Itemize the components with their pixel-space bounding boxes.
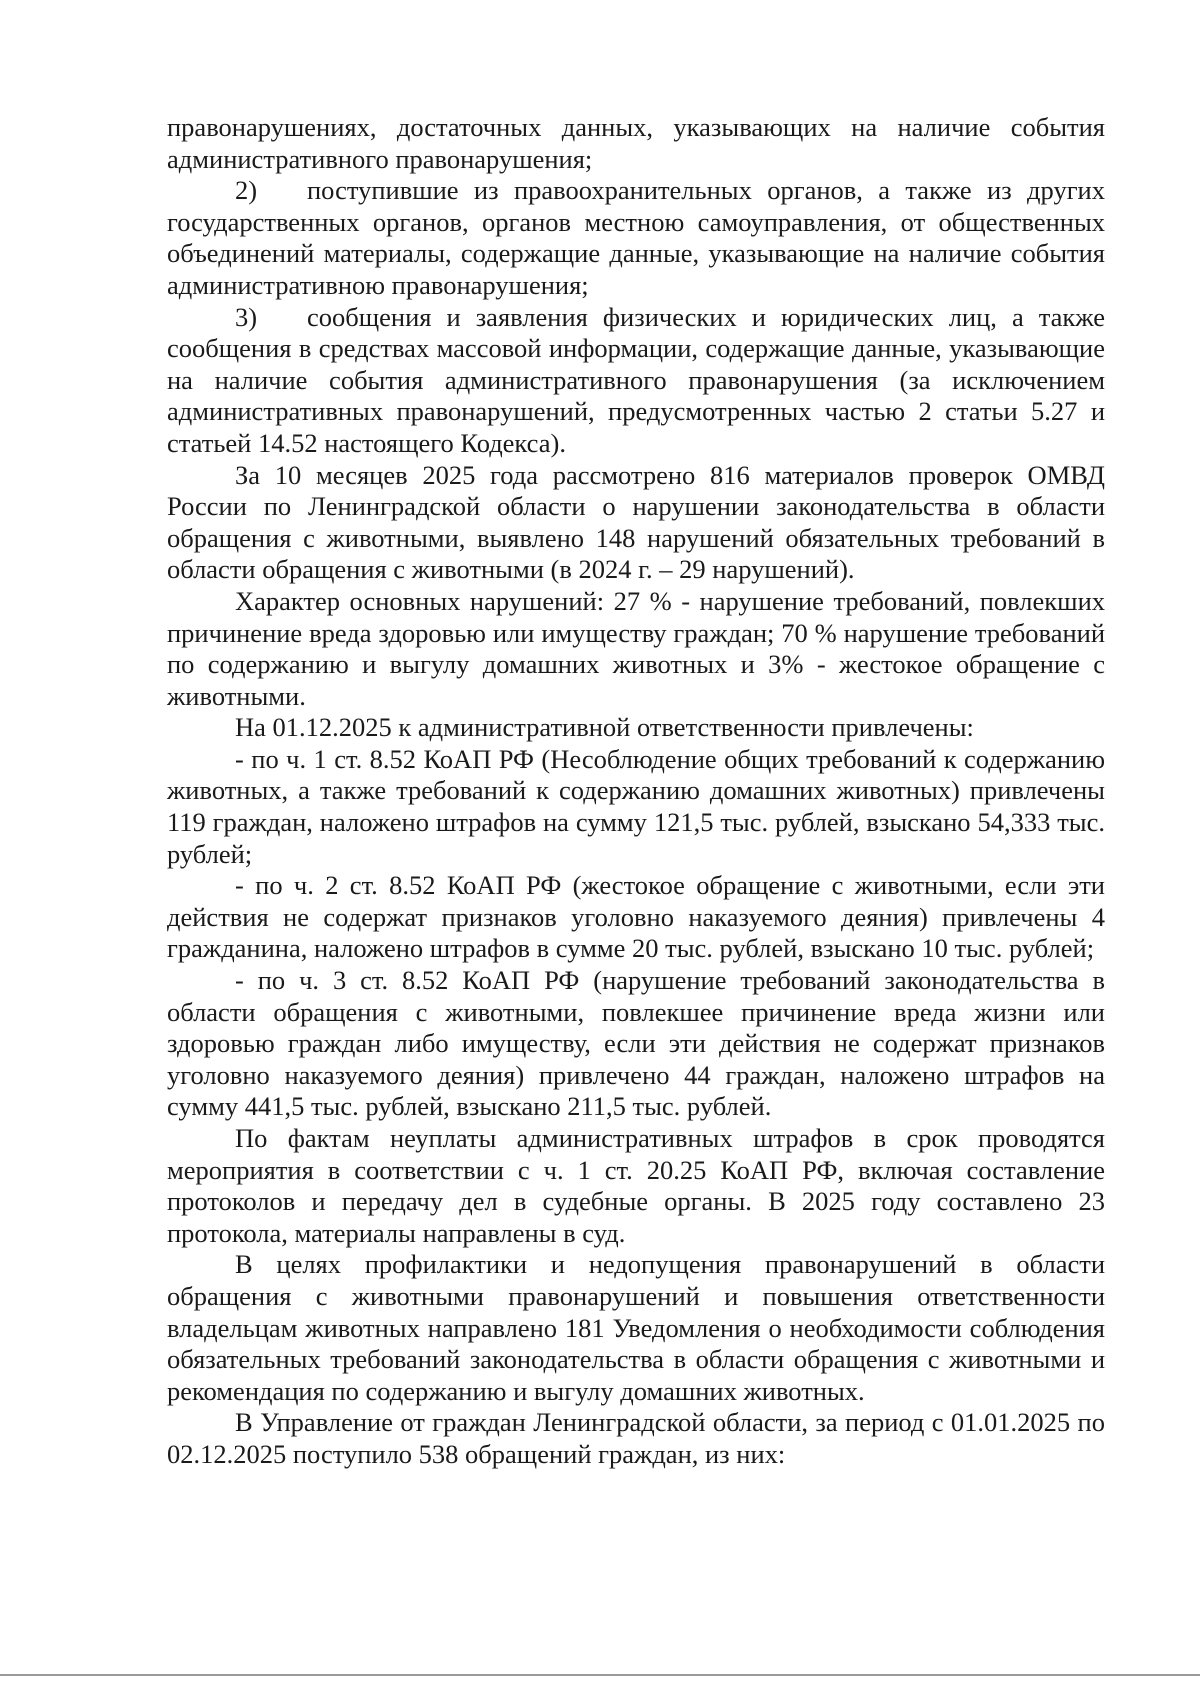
paragraph-text: - по ч. 3 ст. 8.52 КоАП РФ (нарушение требований законодательства в области обращения с животными, повлекшее причинение вреда жизни или здоровью граждан либо имуществу, если эти действия не содержат признаков уголовно наказуемого деяния) привлечено 44 граждан, наложено штрафов на сумму 441,5 тыс. рублей, взыскано 211,5 тыс. рублей.	[167, 965, 1105, 1122]
paragraph-text: Характер основных нарушений: 27 % - нарушение требований, повлекших причинение вреда здоровью или имуществу граждан; 70 % нарушение требований по содержанию и выгулу домашних животных и 3% - жестокое обращение с животными.	[167, 585, 1105, 711]
paragraph-text: - по ч. 2 ст. 8.52 КоАП РФ (жестокое обращение с животными, если эти действия не содержат признаков уголовно наказуемого деяния) привлечены 4 гражданина, наложено штрафов в сумме 20 тыс. рублей, взыскано 10 тыс. рублей;	[167, 870, 1105, 964]
paragraph-materials	[167, 460, 1105, 586]
scan-edge-line	[0, 1674, 1200, 1676]
paragraph-text: - по ч. 1 ст. 8.52 КоАП РФ (Несоблюдение общих требований к содержанию животных, а также требований к содержанию домашних животных) привлечены 119 граждан, наложено штрафов на сумму 121,5 тыс. рублей, взыскано 54,333 тыс. рублей;	[167, 743, 1105, 869]
paragraph-text: В Управление от граждан Ленинградской области, за период с 01.01.2025 по 02.12.2025 поступило 538 обращений граждан, из них:	[167, 1407, 1105, 1469]
sub-item-part-3	[167, 965, 1105, 1123]
paragraph-prevention	[167, 1249, 1105, 1407]
list-item-number: 2)	[235, 175, 258, 206]
list-item-text: поступившие из правоохранительных органов, а также из других государственных органов, органов местною самоуправления, от общественных объединений материалы, содержащие данные, указывающие на наличие события административною правонарушения;	[167, 175, 1105, 300]
paragraph-text: За 10 месяцев 2025 года рассмотрено 816 материалов проверок ОМВД России по Ленинградской области о нарушении законодательства в области обращения с животными, выявлено 148 нарушений обязательных требований в области обращения с животными (в 2024 г. – 29 нарушений).	[167, 459, 1105, 585]
list-item-3	[167, 302, 1105, 460]
list-item-2	[167, 175, 1105, 301]
list-item-text: сообщения и заявления физических и юридических лиц, а также сообщения в средствах массовой информации, содержащие данные, указывающие на наличие события административного правонарушения (за исключением административных правонарушений, предусмотренных частью 2 статьи 5.27 и статьей 14.52 настоящего Кодекса).	[167, 301, 1105, 458]
document-body	[167, 112, 1105, 1471]
sub-item-part-1	[167, 744, 1105, 870]
paragraph-text: В целях профилактики и недопущения правонарушений в области обращения с животными правонарушений и повышения ответственности владельцам животных направлено 181 Уведомления о необходимости соблюдения обязательных требований законодательства в области обращения с животными и рекомендация по содержанию и выгулу домашних животных.	[167, 1249, 1105, 1406]
paragraph-text: По фактам неуплаты административных штрафов в срок проводятся мероприятия в соответствии с ч. 1 ст. 20.25 КоАП РФ, включая составление протоколов и передачу дел в судебные органы. В 2025 году составлено 23 протокола, материалы направлены в суд.	[167, 1123, 1105, 1248]
paragraph-date-intro	[167, 712, 1105, 744]
sub-item-part-2	[167, 870, 1105, 965]
paragraph-appeals	[167, 1407, 1105, 1470]
paragraph-unpaid-fines	[167, 1123, 1105, 1249]
paragraph-character	[167, 586, 1105, 712]
paragraph-text: На 01.12.2025 к административной ответственности привлечены:	[235, 712, 974, 743]
paragraph-continuation	[167, 112, 1105, 175]
paragraph-text: правонарушениях, достаточных данных, указывающих на наличие события административного правонарушения;	[167, 112, 1105, 174]
list-item-number: 3)	[235, 301, 258, 332]
